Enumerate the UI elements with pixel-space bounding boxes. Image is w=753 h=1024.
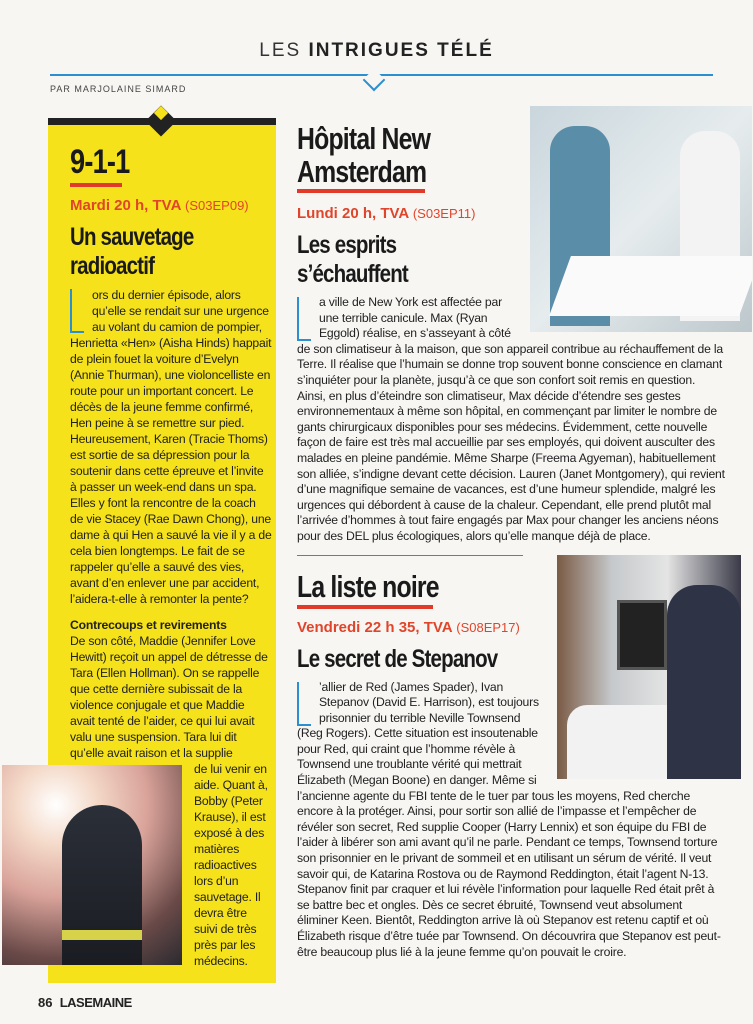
sidebar-box xyxy=(48,118,276,983)
firefighter-figure xyxy=(62,805,142,965)
kicker-bold: INTRIGUES TÉLÉ xyxy=(308,40,494,61)
show-title: Hôpital New Amsterdam xyxy=(297,121,431,189)
red-bar xyxy=(297,189,425,193)
show-title: 9-1-1 xyxy=(70,143,130,181)
schedule-time: Lundi 20 h, TVA xyxy=(297,205,409,222)
episode-code: (S08EP17) xyxy=(456,619,520,635)
drop-cap-l xyxy=(70,289,84,333)
red-bar xyxy=(297,605,433,609)
section-kicker xyxy=(0,40,753,62)
magazine-logo: LASEMAINE xyxy=(59,995,132,1010)
article-title: Un sauvetage radioactif xyxy=(70,223,194,280)
kicker-light: LES xyxy=(259,40,302,61)
red-bar xyxy=(70,183,122,187)
article-title: Les esprits s’échauffent xyxy=(297,231,408,288)
body-text: a ville de New York est affectée par une terrible canicule. Max (Ryan Eggold) réalise, en s’asseyant à côté de son climatiseur à la maison, que son appareil contribue au réchauffement de la Terre. Il réalise que l’humain se donne trop souvent bonne conscience en clamant s’inquiéter pour la planète, jusqu’à ce que son confort soit remis en question. Ainsi, en plus d’éteindre son climatiseur, Max décide d’étendre ses gestes environnementaux à même son hôpital, en commençant par limiter le nombre de gants chirurgicaux disponibles pour ses médecins. Évidemment, cette nouvelle façon de faire est très mal accueillie par ses employés, qui doivent ausculter des malades en pleine pandémie. Même Sharpe (Freema Agyeman), habituellement son alliée, s’indigne devant cette décision. Lauren (Janet Montgomery), qui revient d’une magnifique semaine de vacances, est d’une humeur splendide, malgré les urgences qui débordent à cause de la chaleur. Cependant, elle prend plutôt mal l’arrivée d’hommes à tout faire engagés par Max pour changer les anciens néons pour des DEL plus écologiques, alors qu’elle manque déjà de place. xyxy=(297,295,725,543)
reflective-stripe xyxy=(62,930,142,940)
episode-code: (S03EP09) xyxy=(185,198,249,213)
page-footer xyxy=(38,995,132,1010)
man-figure xyxy=(667,585,741,779)
body-text: ’allier de Red (James Spader), Ivan Stepanov (David E. Harrison), est toujours prisonnier du terrible Neville Townsend (Reg Rogers). Cette situation est insoutenable pour Red, qui craint que l’homme révèle à Townsend une troublante vérité qui mettrait Élizabeth (Megan Boone) en danger. Même si l’ancienne agente du FBI tente de le tuer par tous les moyens, Red cherche encore à la protéger. Ainsi, pour sortir son allié de l’impasse et l’empêcher de révéler son secret, Red supplie Cooper (Harry Lennix) et son équipe du FBI de l’aider à libérer son ami avant qu’il ne parle. Pendant ce temps, Townsend torture son prisonnier en le privant de sommeil et en utilisant un sérum de vérité. Il veut savoir qui, de Katarina Rostova ou de Raymond Reddington, était l’agent N-13. Stepanov finit par craquer et lui révèle l’information pour laquelle Red était prêt à se battre bec et ongles. Dès ce secret ébruité, Townsend veut absolument éliminer Keen. Bientôt, Reddington arrive là où Stepanov est retenu captif et où Élizabeth risque d’être tuée par Townsend. On découvrira que Stepanov est peut-être beaucoup plus lié à la jeune femme qu’on pouvait le croire. xyxy=(297,679,721,959)
subhead: Contrecoups et revirements xyxy=(70,618,227,632)
drop-cap-l xyxy=(297,682,311,726)
drop-cap-l xyxy=(297,297,311,341)
right-column xyxy=(297,106,725,960)
schedule-time: Vendredi 22 h 35, TVA xyxy=(297,618,453,636)
byline: PAR MARJOLAINE SIMARD xyxy=(50,84,187,94)
show-title: La liste noire xyxy=(297,568,439,604)
schedule-time: Mardi 20 h, TVA xyxy=(70,197,181,214)
firefighter-photo xyxy=(2,765,182,965)
episode-code: (S03EP11) xyxy=(412,206,476,221)
page-number: 86 xyxy=(38,995,53,1010)
article-body xyxy=(70,287,272,607)
body-text: ors du dernier épisode, alors qu’elle se rendait sur une urgence au volant du camion de pompier, Henrietta «Hen» (Aisha Hinds) happait de plein fouet la voiture d’Evelyn (Annie Thurman), une violoncelliste en route pour un important concert. Le décès de la jeune femme confirmé, Hen peine à se remettre sur pied. Heureusement, Karen (Tracie Thoms) est sortie de sa dépression pour la soutenir dans cette épreuve et l’invite à passer un week-end dans un spa. Elles y font la rencontre de la coach de vie Stacey (Rae Dawn Chong), une dame à qui Hen a sauvé la vie il y a de cela bien longtemps. Le fait de se rappeler qu’elle a sauvé des vies, avant d’en enlever une par accident, l’aidera-t-elle à remonter la pente? xyxy=(70,288,272,606)
article-body xyxy=(297,295,725,545)
article-body-3: de lui venir en aide. Quant à, Bobby (Peter Krause), il est exposé à des matières radioactives lors d’un sauvetage. Il devra être suivi de très près par les médecins. xyxy=(194,762,268,968)
article-title: Le secret de Stepanov xyxy=(297,644,498,673)
schedule xyxy=(70,197,272,215)
section-divider xyxy=(297,555,523,556)
article-body-2: De son côté, Maddie (Jennifer Love Hewitt) reçoit un appel de détresse de Tara (Ellen Hollman). On se rappelle que cette dernière subissait de la violence conjugale et que Maddie avait tenté de l’aider, ce qui lui avait valu une suspension. Tara lui dit qu’elle avait raison et la supplie xyxy=(70,634,268,760)
header-notch xyxy=(363,69,386,92)
